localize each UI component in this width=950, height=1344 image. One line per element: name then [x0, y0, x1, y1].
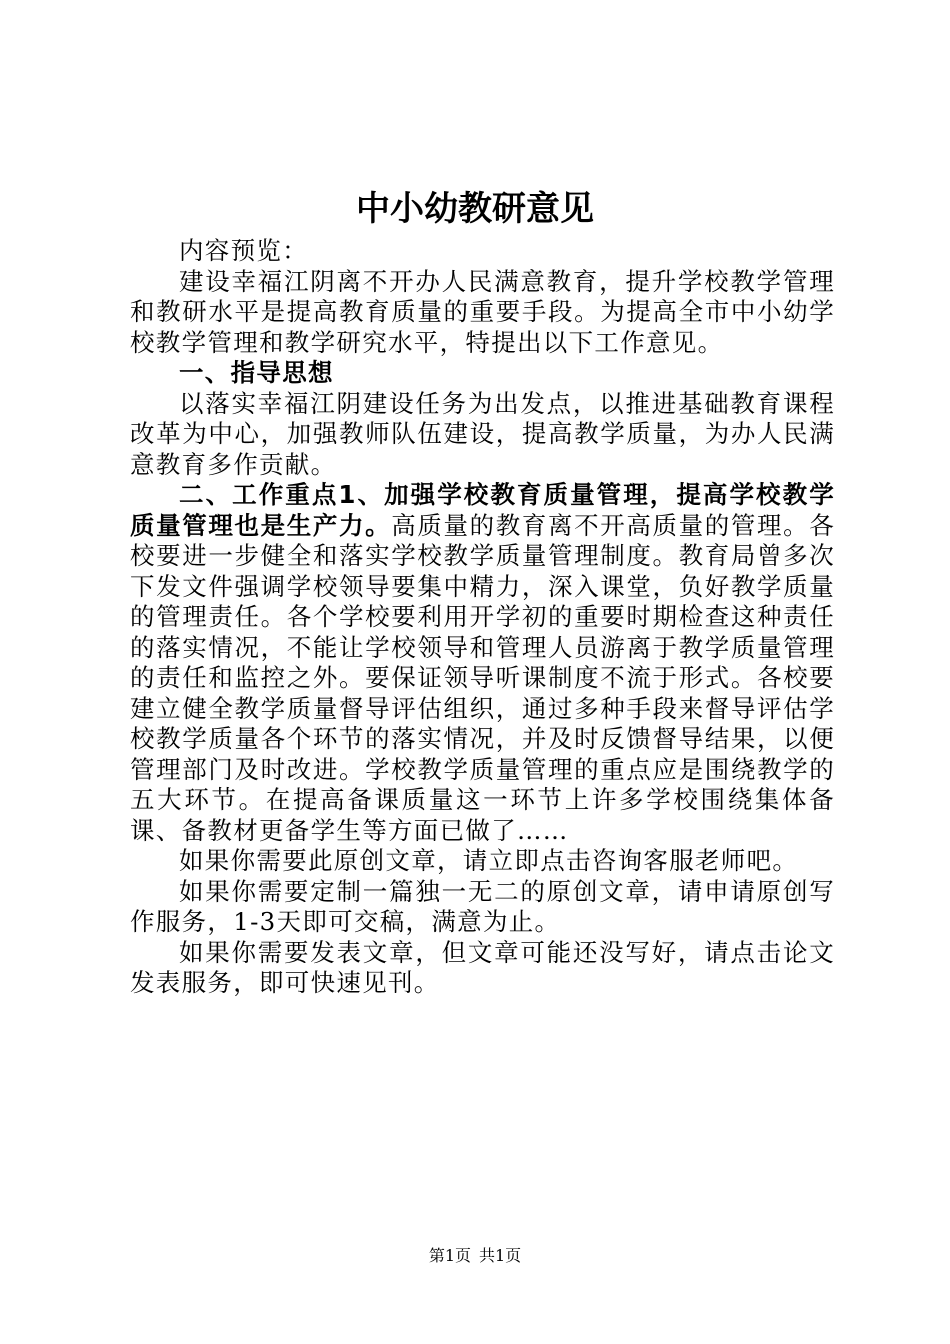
promo-paragraph-consult: 如果你需要此原创文章，请立即点击咨询客服老师吧。 [179, 846, 799, 875]
section1-paragraph: 以落实幸福江阴建设任务为出发点，以推进基础教育课程改革为中心，加强教师队伍建设，提高教学质量，为办人民满意教育多作贡献。 [130, 388, 835, 479]
promo-paragraph-custom: 如果你需要定制一篇独一无二的原创文章，请申请原创写作服务，1-3天即可交稿，满意为止。 [130, 876, 835, 936]
page-number-total: 共1页 [479, 1246, 522, 1265]
intro-paragraph: 建设幸福江阴离不开办人民满意教育，提升学校教学管理和教研水平是提高教育质量的重要手段。为提高全市中小幼学校教学管理和教学研究水平，特提出以下工作意见。 [130, 266, 835, 357]
page-number-current: 第1页 [428, 1246, 471, 1265]
promo-paragraph-publish: 如果你需要发表文章，但文章可能还没写好，请点击论文发表服务，即可快速见刊。 [130, 937, 835, 997]
preview-label: 内容预览： [179, 236, 308, 265]
page-footer [0, 1245, 950, 1267]
section2-heading: 二、工作重点1、加强学校教育质量管理，提高学校教学质量管理也是生产力。 [130, 480, 835, 540]
section2-paragraph [130, 480, 835, 846]
document-title: 中小幼教研意见 [356, 189, 594, 229]
section1-heading: 一、指导思想 [179, 358, 334, 387]
document-body [130, 236, 835, 999]
section2-text: 高质量的教育离不开高质量的管理。各校要进一步健全和落实学校教学质量管理制度。教育局曾多次下发文件强调学校领导要集中精力，深入课堂，负好教学质量的管理责任。各个学校要利用开学初的重要时期检查这种责任的落实情况，不能让学校领导和管理人员游离于教学质量管理的责任和监控之外。要保证领导听课制度不流于形式。各校要建立健全教学质量督导评估组织，通过多种手段来督导评估学校教学质量各个环节的落实情况，并及时反馈督导结果，以便管理部门及时改进。学校教学质量管理的重点应是围绕教学的五大环节。在提高备课质量这一环节上许多学校围绕集体备课、备教材更备学生等方面已做了…… [130, 510, 835, 845]
